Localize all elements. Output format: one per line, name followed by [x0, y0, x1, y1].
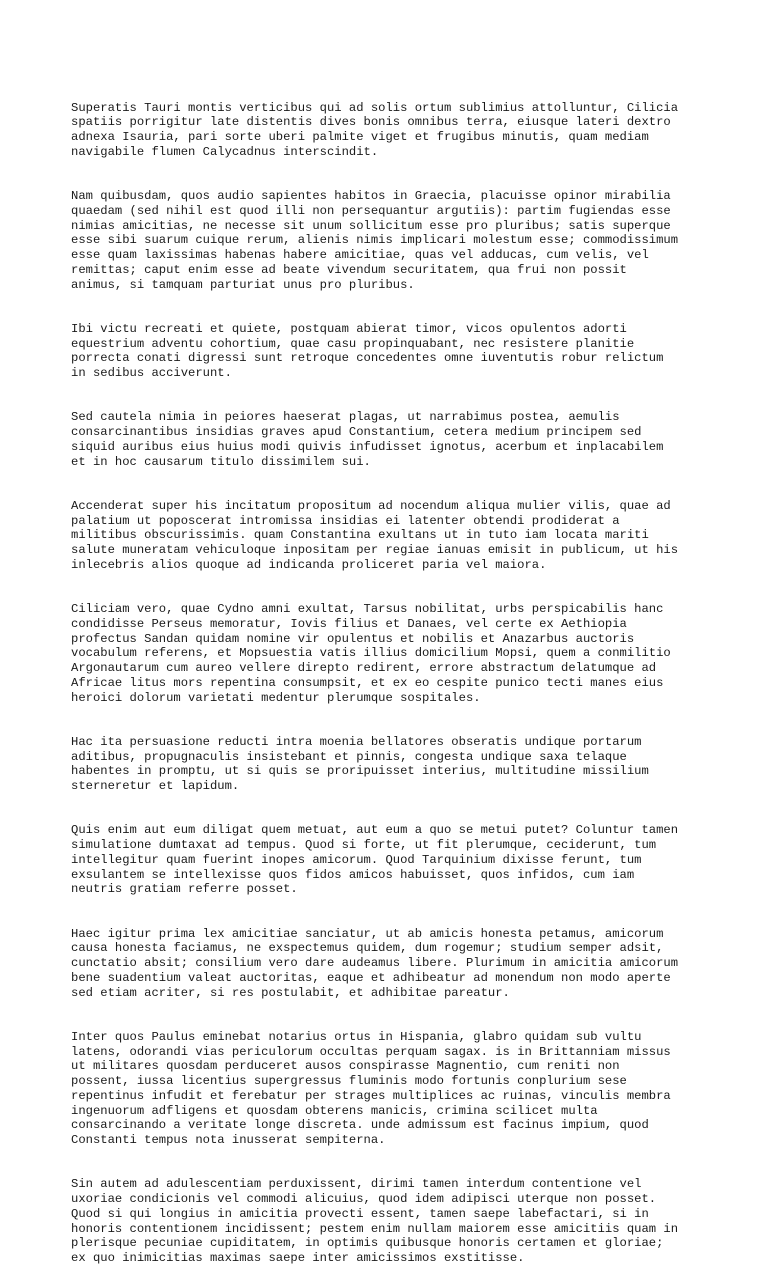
paragraph-bellatores: Hac ita persuasione reducti intra moenia bellatores obseratis undique portarum aditibus, propugnaculis insistebant et pinnis, congesta undique saxa telaque habentes in promptu, ut si quis se proripuisset interius, multitudine missilium sterneretur et lapidum. [71, 734, 649, 793]
paragraph-accenderat: Accenderat super his incitatum propositum ad nocendum aliqua mulier vilis, quae ad palatium ut poposcerat intromissa insidias ei latenter obtendi prodiderat a militibus obscurissimis. quam Constantina exultans ut in tuto iam locata mariti salute muneratam vehiculoque inpositam per regiae ianuas emisit in publicum, ut his inlecebris alios quoque ad indicanda proliceret paria vel maiora. [71, 498, 679, 572]
paragraph-prima-lex: Haec igitur prima lex amicitiae sanciatur, ut ab amicis honesta petamus, amicorum causa honesta faciamus, ne exspectemus quidem, dum rogemur; studium semper adsit, cunctatio absit; consilium vero dare audeamus libere. Plurimum in amicitia amicorum bene suadentium valeat auctoritas, eaque et adhibeatur ad monendum non modo aperte sed etiam acriter, si res postulabit, et adhibitae pareatur. [71, 926, 679, 1000]
paragraph-cilicia-intro: Superatis Tauri montis verticibus qui ad solis ortum sublimius attolluntur, Cilicia spatiis porrigitur late distentis dives bonis omnibus terra, eiusque lateri dextro adnexa Isauria, pari sorte uberi palmite viget et frugibus minutis, quam mediam navigabile flumen Calycadnus interscindit. [71, 100, 679, 159]
document-body [71, 71, 711, 1281]
paragraph-sin-autem: Sin autem ad adulescentiam perduxissent, dirimi tamen interdum contentione vel uxoriae condicionis vel commodi alicuius, quod idem adipisci uterque non posset. Quod si qui longius in amicitia provecti essent, tamen saepe labefactari, si in honoris contentionem incidissent; pestem enim nullam maiorem esse amicitiis quam in plerisque pecuniae cupiditatem, in optimis quibusque honoris certamen et gloriae; ex quo inimicitias maximas saepe inter amicissimos exstitisse. [71, 1177, 679, 1265]
paragraph-paulus: Inter quos Paulus eminebat notarius ortus in Hispania, glabro quidam sub vultu latens, odorandi vias periculorum occultas perquam sagax. is in Brittanniam missus ut militares quosdam perduceret ausos conspirasse Magnentio, cum reniti non possent, iussa licentius supergressus fluminis modo fortunis conplurium sese repentinus infudit et ferebatur per strages multiplices ac ruinas, vinculis membra ingenuorum adfligens et quosdam obterens manicis, crimina scilicet multa consarcinando a veritate longe discreta. unde admissum est facinus impium, quod Constanti tempus nota inusserat sempiterna. [71, 1029, 671, 1147]
paragraph-amicitia-graecia: Nam quibusdam, quos audio sapientes habitos in Graecia, placuisse opinor mirabilia quaedam (sed nihil est quod illi non persequantur argutiis): partim fugiendas esse nimias amicitias, ne necesse sit unum sollicitum esse pro pluribus; satis superque esse sibi suarum cuique rerum, alienis nimis implicari molestum esse; commodissimum esse quam laxissimas habenas habere amicitiae, quas vel adducas, cum velis, vel remittas; caput enim esse ad beate vivendum securitatem, qua frui non possit animus, si tamquam parturiat unus pro pluribus. [71, 189, 679, 292]
paragraph-victu-recreati: Ibi victu recreati et quiete, postquam abierat timor, vicos opulentos adorti equestrium adventu cohortium, quae casu propinquabant, nec resistere planitie porrecta conati digressi sunt retroque concedentes omne iuventutis robur relictum in sedibus acciverunt. [71, 321, 664, 380]
paragraph-cautela-nimia: Sed cautela nimia in peiores haeserat plagas, ut narrabimus postea, aemulis consarcinantibus insidias graves apud Constantium, cetera medium principem sed siquid auribus eius huius modi quivis infudisset ignotus, acerbum et inplacabilem et in hoc causarum titulo dissimilem sui. [71, 410, 664, 469]
paragraph-tarsus: Ciliciam vero, quae Cydno amni exultat, Tarsus nobilitat, urbs perspicabilis hanc condidisse Perseus memoratur, Iovis filius et Danaes, vel certe ex Aethiopia profectus Sandan quidam nomine vir opulentus et nobilis et Anazarbus auctoris vocabulum referens, et Mopsuestia vatis illius domicilium Mopsi, quem a conmilitio Argonautarum cum aureo vellere direpto redirent, errore abstractum delatumque ad Africae litus mors repentina consumpsit, et ex eo cespite punico tecti manes eius heroici dolorum varietati medentur plerumque sospitales. [71, 602, 671, 705]
paragraph-quis-enim: Quis enim aut eum diligat quem metuat, aut eum a quo se metui putet? Coluntur tamen simulatione dumtaxat ad tempus. Quod si forte, ut fit plerumque, ceciderunt, tum intellegitur quam fuerint inopes amicorum. Quod Tarquinium dixisse ferunt, tum exsulantem se intellexisse quos fidos amicos habuisset, quos infidos, cum iam neutris gratiam referre posset. [71, 823, 679, 897]
